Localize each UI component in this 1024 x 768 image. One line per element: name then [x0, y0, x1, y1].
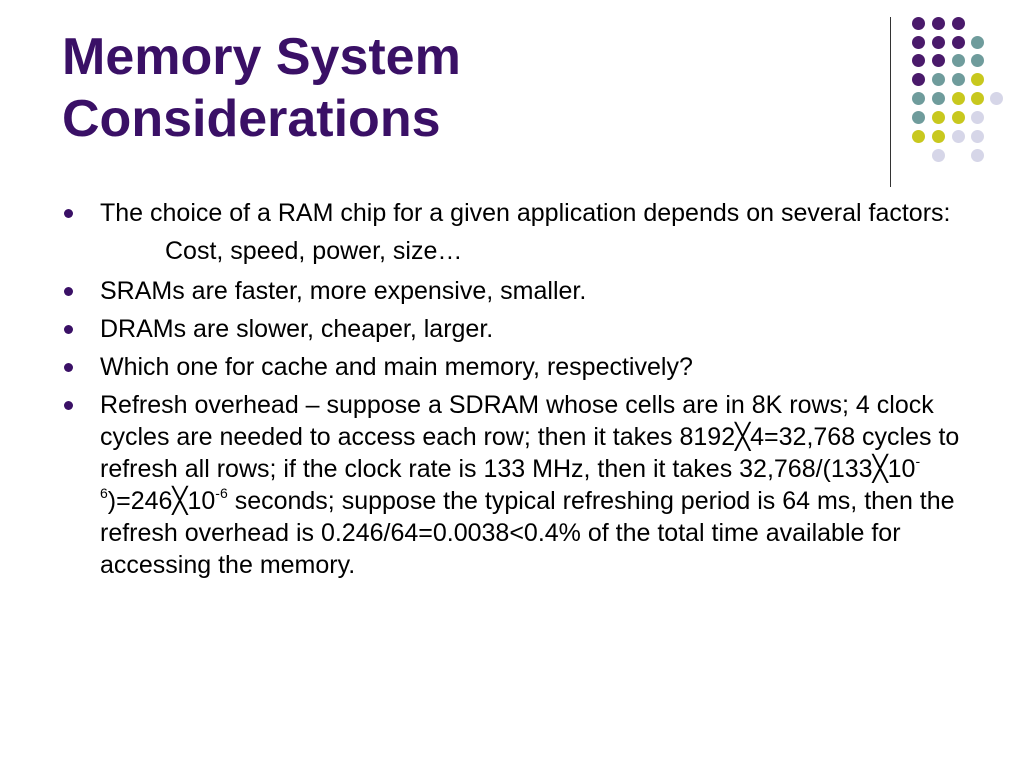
bullet-item [62, 197, 972, 229]
decorative-dot [971, 130, 984, 143]
bullet-item [62, 389, 972, 581]
bullet-item [62, 351, 972, 383]
decorative-dot [912, 36, 925, 49]
bullet-text: DRAMs are slower, cheaper, larger. [100, 315, 494, 343]
bullet-text: The choice of a RAM chip for a given application depends on several factors: [100, 199, 951, 227]
decorative-dot [932, 73, 945, 86]
decorative-dot [912, 54, 925, 67]
decorative-dot [952, 36, 965, 49]
bullet-icon [64, 363, 73, 372]
decorative-dot [971, 36, 984, 49]
refresh-text-part-3: seconds; suppose the typical refreshing period is 64 ms, then the refresh overhead is 0.246/64=0.0038<0.4% of the total time available for accessing the memory. [100, 487, 955, 579]
bullet-item [62, 275, 972, 307]
decorative-dot [971, 111, 984, 124]
refresh-text-part-2: )=246╳10 [107, 487, 216, 515]
bullet-text: Which one for cache and main memory, respectively? [100, 353, 693, 381]
decorative-dot [932, 149, 945, 162]
decorative-dot [952, 17, 965, 30]
bullet-item [62, 313, 972, 345]
decorative-dot [952, 130, 965, 143]
decorative-dot [932, 54, 945, 67]
bullet-icon [64, 287, 73, 296]
slide-body [62, 197, 972, 587]
decorative-dot [932, 111, 945, 124]
decorative-dot [971, 92, 984, 105]
bullet-text-refresh [100, 391, 959, 579]
bullet-icon [64, 325, 73, 334]
decorative-dot [971, 54, 984, 67]
decorative-dot [971, 149, 984, 162]
decorative-dot [952, 92, 965, 105]
slide-title [62, 26, 862, 150]
bullet-subline: Cost, speed, power, size… [165, 237, 463, 265]
decorative-dot [952, 54, 965, 67]
decorative-dot [912, 111, 925, 124]
decorative-dot [932, 17, 945, 30]
decorative-dot [971, 73, 984, 86]
decorative-dot [932, 130, 945, 143]
decorative-dot [932, 36, 945, 49]
decorative-dot [952, 73, 965, 86]
bullet-icon [64, 401, 73, 410]
decorative-dot [952, 111, 965, 124]
decorative-dot [912, 73, 925, 86]
decorative-dot [990, 92, 1003, 105]
decorative-dot [912, 17, 925, 30]
decorative-dot [932, 92, 945, 105]
exponent-1: -6 [100, 453, 921, 501]
refresh-text-part-1: Refresh overhead – suppose a SDRAM whose cells are in 8K rows; 4 clock cycles are needed to access each row; then it takes 8192╳4=32,768 cycles to refresh all rows; if the clock rate is 133 MHz, then it takes 32,768/(133╳10 [100, 391, 960, 483]
title-line-2: Considerations [62, 90, 441, 148]
bullet-text: SRAMs are faster, more expensive, smaller. [100, 277, 587, 305]
title-divider-line [890, 17, 891, 187]
decorative-dot [912, 130, 925, 143]
exponent-2: -6 [215, 485, 228, 501]
bullet-icon [64, 209, 73, 218]
decorative-dot [912, 92, 925, 105]
title-line-1: Memory System [62, 28, 461, 86]
